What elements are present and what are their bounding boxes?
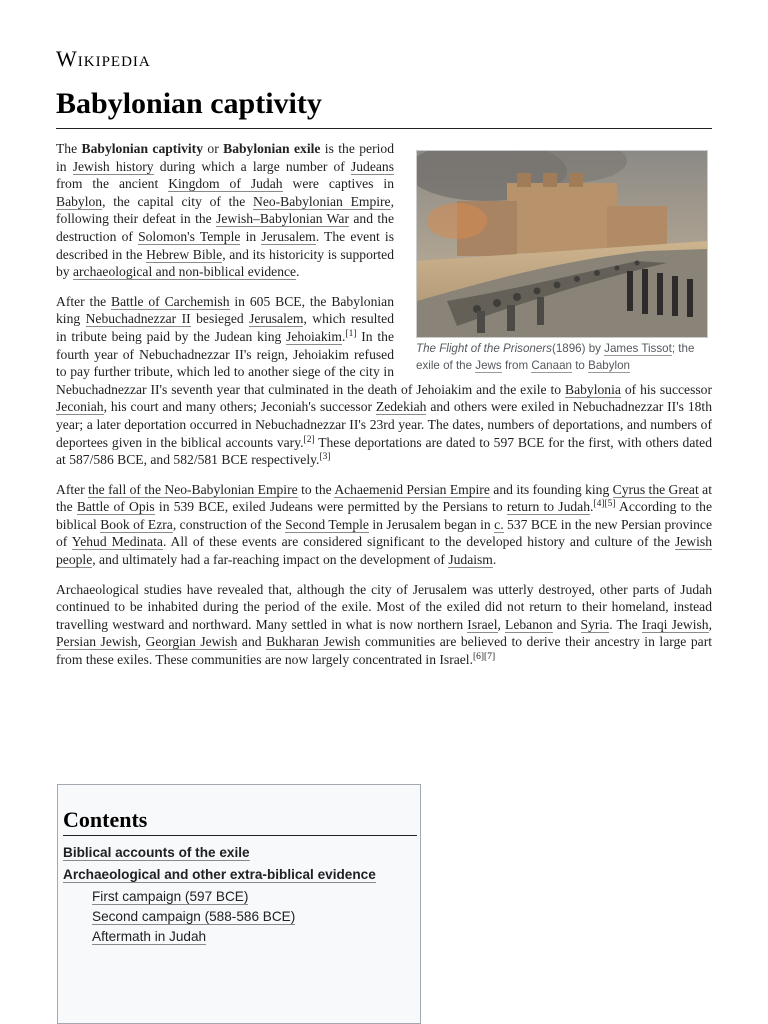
link-cyrus-the-great[interactable]: Cyrus the Great — [612, 481, 699, 497]
link-jewish-people[interactable]: Jewish people — [56, 534, 712, 568]
text: , and its historicity is supported by — [56, 246, 395, 280]
toc-item-label[interactable]: Biblical accounts of the exile — [63, 845, 250, 860]
text: After — [56, 481, 89, 497]
page-title: Babylonian captivity — [56, 84, 712, 129]
link-jerusalem[interactable]: Jerusalem — [261, 228, 316, 244]
text: besieged — [190, 311, 250, 327]
text: at the — [56, 481, 712, 515]
link-jewish-babylonian-war[interactable]: Jewish–Babylonian War — [216, 211, 349, 227]
text: According to the biblical — [56, 499, 713, 532]
paragraph-3 — [56, 481, 712, 569]
text: and — [552, 616, 581, 632]
text: Archaeological studies have revealed that, although the city of Jerusalem was utterly destroyed, other parts of Judah continued to be inhabited during the period of the exile. Most of the exiled did not return to their homeland, instead travelling westward and northward. Many settled in what is now northern — [56, 581, 712, 632]
link-jehoiakim[interactable]: Jehoiakim — [286, 328, 342, 344]
paragraph-4 — [56, 581, 712, 669]
toc-item-label[interactable]: Aftermath in Judah — [92, 929, 207, 944]
link-nebuchadnezzar-ii[interactable]: Nebuchadnezzar II — [85, 311, 191, 327]
text: . The event is described in the — [56, 228, 395, 262]
link-battle-of-carchemish[interactable]: Battle of Carchemish — [111, 293, 230, 309]
link-kingdom-of-judah[interactable]: Kingdom of Judah — [168, 176, 283, 192]
link-second-temple[interactable]: Second Temple — [285, 516, 369, 532]
citation-6-7[interactable]: [6][7] — [472, 652, 496, 663]
link-babylon[interactable]: Babylon — [56, 193, 103, 209]
toc-subitem[interactable] — [63, 907, 419, 927]
text: , — [137, 634, 146, 650]
text: . — [492, 552, 497, 568]
text: communities are believed to derive their ancestry in large part from these exiles. These communities are now largely concentrated in Israel. — [56, 634, 713, 668]
text: , construction of the — [172, 516, 286, 532]
citation-3[interactable]: [3] — [319, 452, 331, 463]
text: is the period in — [56, 141, 394, 174]
link-solomons-temple[interactable]: Solomon's Temple — [138, 228, 241, 244]
toc-item[interactable] — [63, 843, 419, 863]
text: and its founding king — [489, 481, 613, 497]
text: during which a large number of — [153, 158, 351, 174]
link-jewish-history[interactable]: Jewish history — [72, 158, 154, 174]
text: , the capital city of the — [102, 193, 253, 209]
infobox — [416, 150, 712, 374]
bold-term: Babylonian captivity — [81, 141, 204, 156]
caption-text: to — [571, 359, 589, 372]
image-caption — [416, 340, 712, 374]
text: . — [590, 499, 594, 515]
text: in — [240, 228, 262, 244]
link-syria[interactable]: Syria — [580, 616, 610, 632]
text: of his successor — [620, 381, 712, 397]
text: , — [497, 616, 506, 632]
caption-title: The Flight of the Prisoners — [416, 342, 552, 355]
text: and others were exiled in Nebuchadnezzar II's 18th year; a later deportation occurred in Nebuchadnezzar II's 23rd year. The dates, numbers of deportations, and numbers of deportees given in the biblical accounts vary. — [56, 399, 712, 450]
link-babylonia[interactable]: Babylonia — [565, 381, 621, 397]
link-judeans[interactable]: Judeans — [350, 158, 394, 174]
citation-1[interactable]: [1] — [345, 328, 357, 339]
article-body — [56, 140, 712, 681]
link-bukharan-jewish[interactable]: Bukharan Jewish — [266, 634, 361, 650]
caption-link-james-tissot[interactable]: James Tissot — [604, 342, 672, 355]
text: from the ancient — [56, 176, 169, 192]
text: . — [342, 328, 346, 344]
caption-text: ; the exile of the — [416, 342, 695, 372]
link-lebanon[interactable]: Lebanon — [505, 616, 553, 632]
text: . The — [609, 616, 642, 632]
toc-title: Contents — [63, 807, 417, 836]
text: and the destruction of — [56, 211, 394, 244]
bold-term: Babylonian exile — [223, 141, 321, 156]
text: . All of these events are considered significant to the developed history and culture of the — [162, 534, 675, 550]
link-achaemenid-persian-empire[interactable]: Achaemenid Persian Empire — [334, 481, 490, 497]
caption-text: from — [501, 359, 532, 372]
toc-item-label[interactable]: Archaeological and other extra-biblical evidence — [63, 867, 376, 882]
caption-link-babylon[interactable]: Babylon — [588, 359, 631, 372]
text: and — [237, 634, 267, 650]
link-hebrew-bible[interactable]: Hebrew Bible — [146, 246, 223, 262]
table-of-contents — [57, 784, 421, 1024]
text: In the fourth year of Nebuchadnezzar II's reign, Jehoiakim refused to pay further tribute, which led to another siege of the city in Nebuchadnezzar II's seventh year that culminated in the death of Jehoiakim and the exile to — [56, 328, 566, 397]
link-neo-babylonian-empire[interactable]: Neo-Babylonian Empire — [253, 193, 391, 209]
link-persian-jewish[interactable]: Persian Jewish — [56, 634, 138, 650]
text: in 605 BCE, the Babylonian king — [56, 293, 394, 327]
link-zedekiah[interactable]: Zedekiah — [375, 399, 427, 415]
text: These deportations are dated to 597 BCE for the first, with others dated at 587/586 BCE, and 582/581 BCE respectively. — [56, 434, 712, 468]
citation-4-5[interactable]: [4][5] — [593, 499, 616, 510]
link-circa[interactable]: c. — [494, 516, 504, 532]
toc-item-label[interactable]: Second campaign (588-586 BCE) — [92, 909, 296, 924]
text: , and ultimately had a far-reaching impact on the development of — [92, 552, 449, 568]
link-book-of-ezra[interactable]: Book of Ezra — [100, 516, 173, 532]
link-battle-of-opis[interactable]: Battle of Opis — [76, 499, 155, 515]
link-jerusalem[interactable]: Jerusalem — [249, 311, 304, 327]
citation-2[interactable]: [2] — [303, 434, 315, 445]
link-fall-of-neo-babylonian-empire[interactable]: the fall of the Neo-Babylonian Empire — [88, 481, 298, 497]
caption-link-canaan[interactable]: Canaan — [531, 359, 572, 372]
toc-list — [63, 843, 419, 947]
text: , — [708, 616, 712, 632]
text: in Jerusalem began in — [368, 516, 495, 532]
text: , following their defeat in the — [56, 193, 394, 227]
toc-item[interactable] — [63, 865, 419, 885]
text: were captives in — [282, 176, 394, 192]
text: to the — [297, 481, 335, 497]
toc-item-label[interactable]: First campaign (597 BCE) — [92, 889, 249, 904]
toc-subitem[interactable] — [63, 887, 419, 907]
text: . — [296, 264, 300, 280]
link-judaism[interactable]: Judaism — [448, 552, 493, 568]
text: After the — [56, 293, 112, 309]
link-iraqi-jewish[interactable]: Iraqi Jewish — [641, 616, 709, 632]
text: or — [203, 141, 224, 156]
link-jeconiah[interactable]: Jeconiah — [56, 399, 104, 415]
article-image[interactable] — [416, 150, 708, 338]
link-archaeological-evidence[interactable]: archaeological and non-biblical evidence — [73, 264, 297, 280]
caption-text: (1896) by — [551, 342, 605, 355]
text: 537 BCE in the new Persian province of — [56, 516, 712, 550]
wikipedia-logo[interactable]: Wikipedia — [56, 46, 151, 71]
toc-subitem[interactable] — [63, 927, 419, 947]
link-georgian-jewish[interactable]: Georgian Jewish — [145, 634, 238, 650]
text: in 539 BCE, exiled Judeans were permitted by the Persians to — [154, 499, 507, 515]
link-return-to-judah[interactable]: return to Judah — [506, 499, 591, 515]
text: , his court and many others; Jeconiah's successor — [103, 399, 376, 415]
link-yehud-medinata[interactable]: Yehud Medinata — [71, 534, 163, 550]
caption-link-jews[interactable]: Jews — [475, 359, 502, 372]
link-israel[interactable]: Israel — [467, 616, 498, 632]
text: The — [56, 141, 82, 156]
text: , which resulted in tribute being paid by the Judean king — [56, 311, 394, 344]
